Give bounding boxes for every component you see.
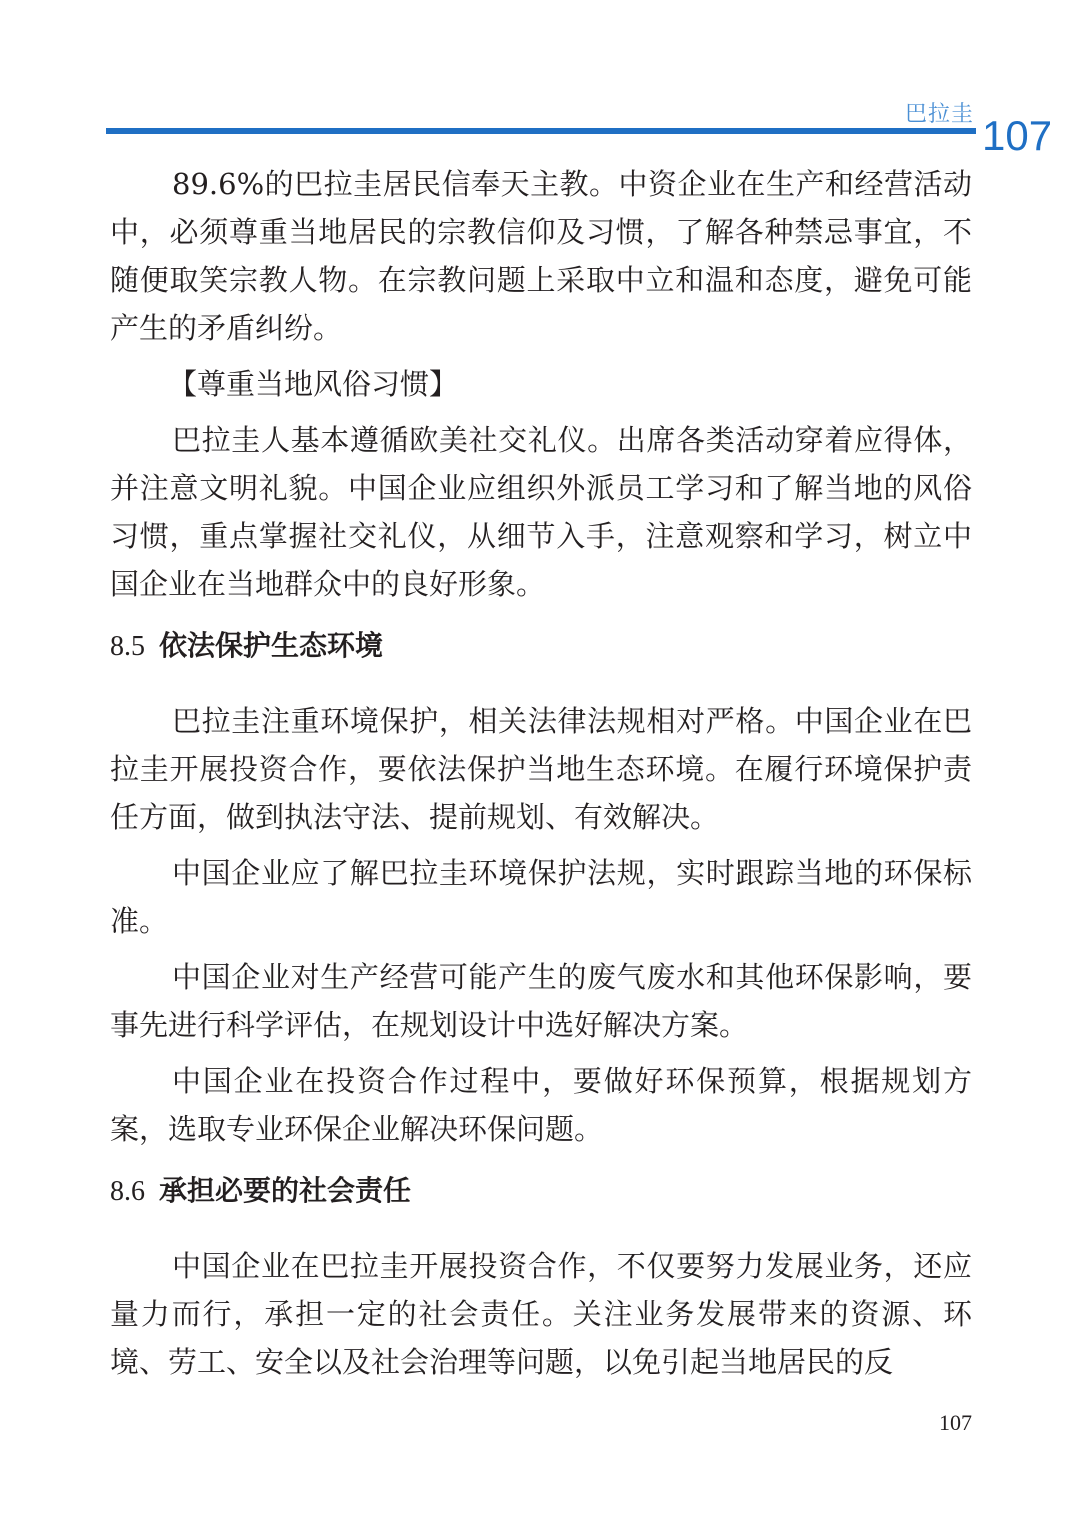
paragraph-environment-2: 中国企业应了解巴拉圭环境保护法规，实时跟踪当地的环保标准。 xyxy=(110,856,972,938)
paragraph-customs: 巴拉圭人基本遵循欧美社交礼仪。出席各类活动穿着应得体，并注意文明礼貌。中国企业应组织外派员工学习和了解当地的风俗习惯，重点掌握社交礼仪，从细节入手，注意观察和学习，树立中国企业在当地群众中的良好形象。 xyxy=(110,423,972,601)
paragraph-environment-4: 中国企业在投资合作过程中，要做好环保预算，根据规划方案，选取专业环保企业解决环保问题。 xyxy=(110,1064,972,1146)
section-heading-8-5 xyxy=(110,622,972,671)
section-heading-8-6 xyxy=(110,1167,972,1216)
header-rule xyxy=(106,128,976,134)
section-number: 8.6 xyxy=(110,1176,145,1207)
paragraph-religion: 89.6%的巴拉圭居民信奉天主教。中资企业在生产和经营活动中，必须尊重当地居民的宗教信仰及习惯，了解各种禁忌事宜，不随便取笑宗教人物。在宗教问题上采取中立和温和态度，避免可能产生的矛盾纠纷。 xyxy=(110,167,972,345)
paragraph-environment-3: 中国企业对生产经营可能产生的废气废水和其他环保影响，要事先进行科学评估，在规划设计中选好解决方案。 xyxy=(110,960,972,1042)
section-title: 依法保护生态环境 xyxy=(159,629,384,662)
section-number: 8.5 xyxy=(110,631,145,662)
section-title: 承担必要的社会责任 xyxy=(159,1174,412,1207)
page-body xyxy=(110,160,972,1394)
header-page-number: 107 xyxy=(982,112,1053,159)
subheading-customs: 【尊重当地风俗习惯】 xyxy=(168,367,459,401)
paragraph-social-responsibility: 中国企业在巴拉圭开展投资合作，不仅要努力发展业务，还应量力而行，承担一定的社会责任。关注业务发展带来的资源、环境、劳工、安全以及社会治理等问题，以免引起当地居民的反 xyxy=(110,1249,972,1379)
paragraph-environment-1: 巴拉圭注重环境保护，相关法律法规相对严格。中国企业在巴拉圭开展投资合作，要依法保护当地生态环境。在履行环境保护责任方面，做到执法守法、提前规划、有效解决。 xyxy=(110,704,972,834)
footer-page-number: 107 xyxy=(939,1410,972,1435)
running-header-country: 巴拉圭 xyxy=(904,102,974,127)
